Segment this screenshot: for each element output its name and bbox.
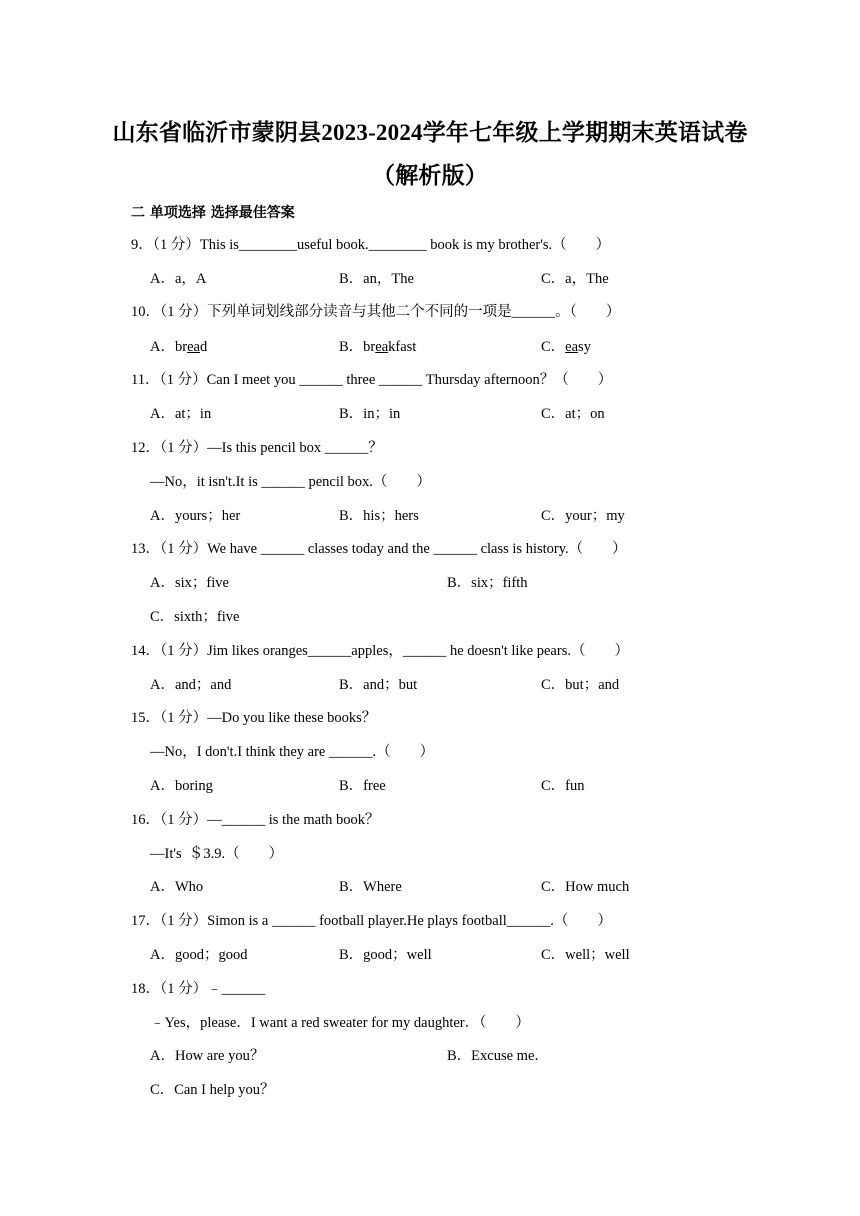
option-c: C．sixth；five [150,609,240,625]
option-b: B．in；in [339,406,401,422]
question-stem: 16．（1 分）—______ is the math book？ [131,812,380,828]
word-part: kfast [388,339,417,355]
underlined-letters: ea [375,339,389,355]
option-b: B．Excuse me． [447,1048,549,1064]
question-subline: ﹣Yes，please．I want a red sweater for my daughter．（ ） [150,1015,530,1031]
question-stem: 17．（1 分）Simon is a ______ football player.He plays football______.（ ） [131,913,612,929]
option-c [541,338,591,356]
option-a: A．a，A [150,271,207,287]
option-c: C．at；on [541,406,605,422]
option-b: B．six；fifth [447,575,528,591]
option-c: C．well；well [541,947,630,963]
option-a: A．boring [150,778,213,794]
question-stem: 10．（1 分）下列单词划线部分读音与其他二个不同的一项是______。（ ） [131,304,621,320]
option-c: C．How much [541,879,630,895]
question-stem: 12．（1 分）—Is this pencil box ______？ [131,440,383,456]
question-stem: 15．（1 分）—Do you like these books？ [131,710,377,726]
option-a: A．at；in [150,406,212,422]
underlined-letters: ea [187,339,200,355]
option-a: A．Who [150,879,204,895]
option-c: C．fun [541,778,585,794]
option-c: C．Can I help you？ [150,1082,275,1098]
option-label: C． [541,339,566,355]
question-stem: 9．（1 分）This is________useful book.________ book is my brother's.（ ） [131,237,611,253]
underlined-letters: ea [565,339,579,355]
option-a: A．six；five [150,575,229,591]
word-part: br [174,339,188,355]
document-subtitle: （解析版） [372,163,488,188]
word-part: br [363,339,376,355]
option-b: B．and；but [339,677,418,693]
option-label: A． [150,339,175,355]
option-b: B．an，The [339,271,414,287]
option-c: C．your；my [541,508,625,524]
option-b [339,338,416,356]
option-b: B．Where [339,879,402,895]
option-a: A．yours；her [150,508,241,524]
word-part: sy [578,339,591,355]
option-c: C．a，The [541,271,609,287]
question-stem: 14．（1 分）Jim likes oranges______apples，______ he doesn't like pears.（ ） [131,643,629,659]
document-title: 山东省临沂市蒙阴县2023-2024学年七年级上学期期末英语试卷 [112,120,748,145]
option-b: B．his；hers [339,508,419,524]
option-a: A．How are you？ [150,1048,265,1064]
option-b: B．good；well [339,947,432,963]
question-stem: 11．（1 分）Can I meet you ______ three ______ Thursday afternoon？（ ） [131,372,613,388]
option-c: C．but；and [541,677,620,693]
option-a: A．and；and [150,677,232,693]
option-b: B．free [339,778,386,794]
question-subline: —It's ＄3.9.（ ） [150,846,284,862]
section-heading: 二 单项选择 选择最佳答案 [131,205,295,221]
option-a [150,338,207,356]
word-part: d [199,339,208,355]
question-stem: 18．（1 分）﹣______ [131,981,266,997]
option-a: A．good；good [150,947,248,963]
question-subline: —No，it isn't.It is ______ pencil box.（ ） [150,474,431,490]
option-label: B． [339,339,364,355]
question-subline: —No，I don't.I think they are ______.（ ） [150,744,435,760]
question-stem: 13．（1 分）We have ______ classes today and the ______ class is history.（ ） [131,541,627,557]
